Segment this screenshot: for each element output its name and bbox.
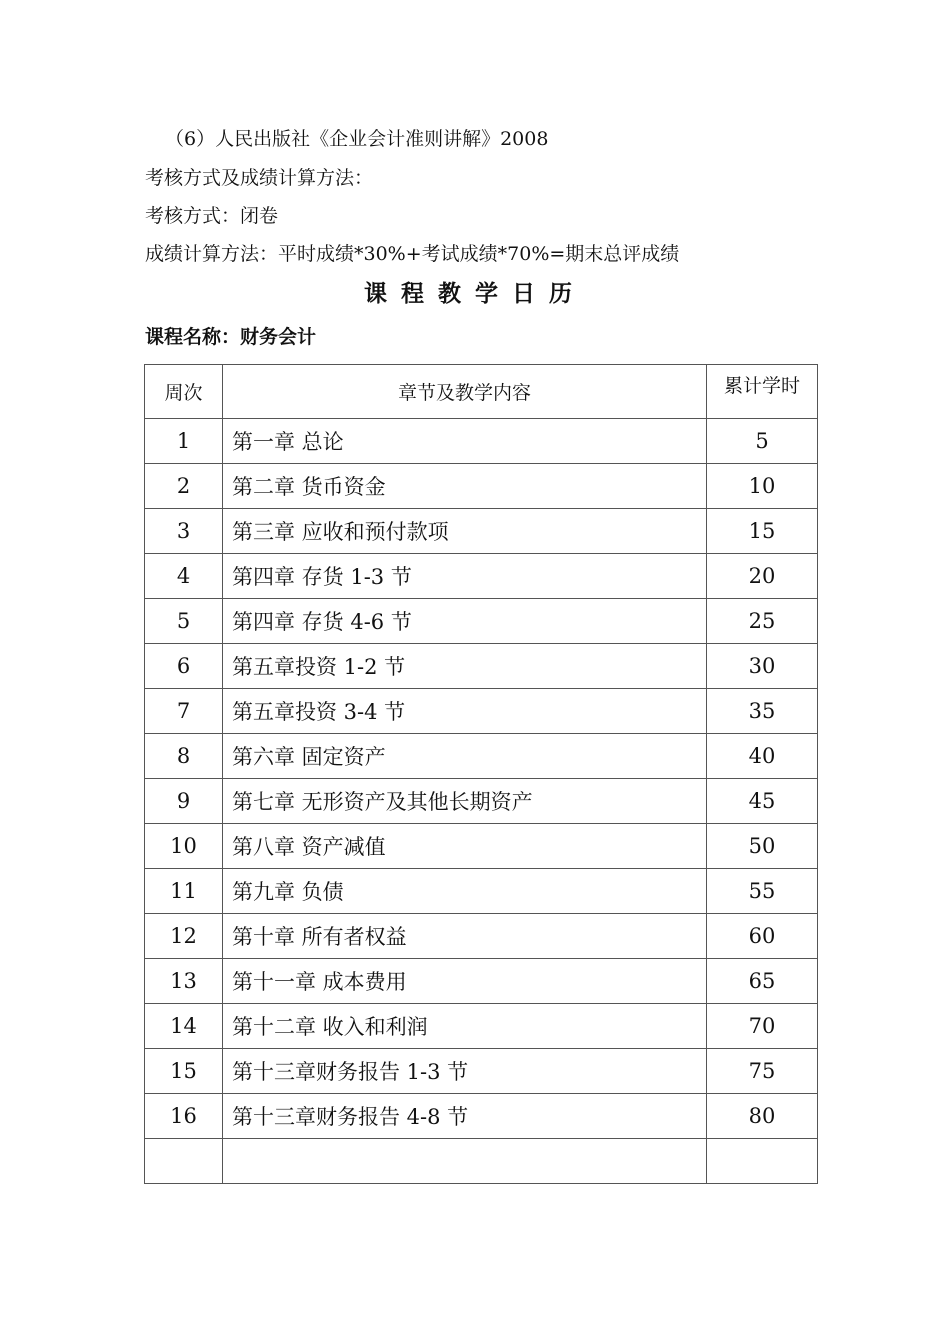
hours-cell: 80 [707, 1094, 818, 1139]
assessment-heading: 考核方式及成绩计算方法： [145, 167, 374, 189]
hours-cell: 60 [707, 914, 818, 959]
table-row [145, 689, 818, 734]
week-cell: 1 [145, 419, 223, 464]
week-cell: 10 [145, 824, 223, 869]
table-row [145, 509, 818, 554]
hours-cell: 50 [707, 824, 818, 869]
table-row [145, 419, 818, 464]
table-row [145, 1049, 818, 1094]
content-cell: 第二章 货币资金 [223, 464, 707, 509]
content-cell: 第七章 无形资产及其他长期资产 [223, 779, 707, 824]
content-cell: 第九章 负债 [223, 869, 707, 914]
assessment-method: 考核方式：闭卷 [145, 205, 279, 227]
hours-cell: 40 [707, 734, 818, 779]
table-row [145, 464, 818, 509]
week-cell: 9 [145, 779, 223, 824]
table-row [145, 869, 818, 914]
hours-cell: 25 [707, 599, 818, 644]
week-cell: 8 [145, 734, 223, 779]
content-cell: 第六章 固定资产 [223, 734, 707, 779]
table-row [145, 599, 818, 644]
header-hours: 累计学时 [707, 365, 818, 419]
hours-cell: 15 [707, 509, 818, 554]
header-week: 周次 [145, 365, 223, 419]
content-cell: 第四章 存货 4-6 节 [223, 599, 707, 644]
table-row [145, 734, 818, 779]
hours-cell: 65 [707, 959, 818, 1004]
week-cell: 4 [145, 554, 223, 599]
hours-cell: 45 [707, 779, 818, 824]
hours-cell: 5 [707, 419, 818, 464]
reference-line: （6）人民出版社《企业会计准则讲解》2008 [165, 128, 549, 150]
hours-cell [707, 1139, 818, 1184]
content-cell: 第十一章 成本费用 [223, 959, 707, 1004]
hours-cell: 55 [707, 869, 818, 914]
table-row [145, 1004, 818, 1049]
hours-cell: 30 [707, 644, 818, 689]
hours-cell: 75 [707, 1049, 818, 1094]
week-cell: 13 [145, 959, 223, 1004]
table-row [145, 959, 818, 1004]
grade-method: 成绩计算方法：平时成绩*30%+考试成绩*70%=期末总评成绩 [145, 243, 680, 265]
header-content: 章节及教学内容 [223, 365, 707, 419]
content-cell: 第一章 总论 [223, 419, 707, 464]
teaching-calendar-table [144, 364, 818, 1184]
week-cell: 2 [145, 464, 223, 509]
week-cell: 15 [145, 1049, 223, 1094]
week-cell: 6 [145, 644, 223, 689]
content-cell: 第八章 资产减值 [223, 824, 707, 869]
content-cell: 第十三章财务报告 4-8 节 [223, 1094, 707, 1139]
table-row [145, 1094, 818, 1139]
course-name: 课程名称：财务会计 [145, 326, 317, 348]
table-row [145, 779, 818, 824]
hours-cell: 35 [707, 689, 818, 734]
content-cell: 第十二章 收入和利润 [223, 1004, 707, 1049]
content-cell: 第四章 存货 1-3 节 [223, 554, 707, 599]
week-cell: 12 [145, 914, 223, 959]
table-row [145, 1139, 818, 1184]
hours-cell: 70 [707, 1004, 818, 1049]
table-row [145, 644, 818, 689]
week-cell: 14 [145, 1004, 223, 1049]
table-row [145, 824, 818, 869]
hours-cell: 20 [707, 554, 818, 599]
content-cell: 第五章投资 1-2 节 [223, 644, 707, 689]
table-row [145, 914, 818, 959]
table-row [145, 554, 818, 599]
content-cell: 第十三章财务报告 1-3 节 [223, 1049, 707, 1094]
content-cell: 第十章 所有者权益 [223, 914, 707, 959]
hours-cell: 10 [707, 464, 818, 509]
table-header-row [145, 365, 818, 419]
week-cell [145, 1139, 223, 1184]
calendar-title: 课程教学日历 [364, 280, 586, 307]
content-cell: 第五章投资 3-4 节 [223, 689, 707, 734]
week-cell: 5 [145, 599, 223, 644]
content-cell: 第三章 应收和预付款项 [223, 509, 707, 554]
week-cell: 7 [145, 689, 223, 734]
week-cell: 16 [145, 1094, 223, 1139]
week-cell: 3 [145, 509, 223, 554]
content-cell [223, 1139, 707, 1184]
week-cell: 11 [145, 869, 223, 914]
